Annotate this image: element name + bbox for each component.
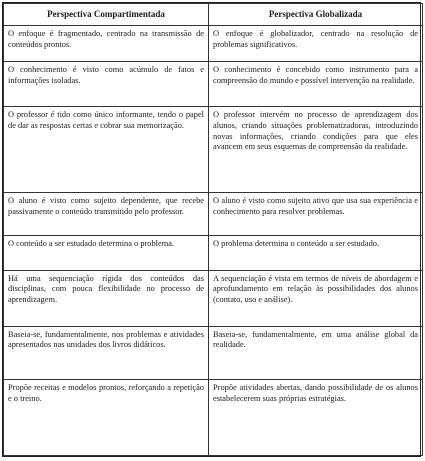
cell-compartmentalized: Há uma sequenciação rígida dos conteúdos das disciplinas, com pouca flexibilidade no processo de aprendizagem. <box>4 270 209 326</box>
cell-globalized: Propõe atividades abertas, dando possibilidade de os alunos estabelecerem suas próprias estratégias. <box>209 379 423 455</box>
cell-compartmentalized: Propõe receitas e modelos prontos, reforçando a repetição e o treino. <box>4 379 209 455</box>
cell-globalized: Baseia-se, fundamentalmente, em uma análise global da realidade. <box>209 326 423 379</box>
table-row <box>4 193 423 236</box>
cell-compartmentalized: O enfoque é fragmentado, centrado na transmissão de conteúdos prontos. <box>4 26 209 62</box>
header-globalized: Perspectiva Globalizada <box>209 4 423 26</box>
table-row <box>4 270 423 326</box>
cell-globalized: O conhecimento é concebido como instrumento para a compreensão do mundo e possível intervenção na realidade. <box>209 62 423 107</box>
cell-compartmentalized: O professor é tido como único informante, tendo o papel de dar as respostas certas e cobrar sua memorização. <box>4 107 209 193</box>
cell-globalized: O enfoque é globalizador, centrado na resolução de problemas significativos. <box>209 26 423 62</box>
comparison-table <box>3 3 423 456</box>
table-row <box>4 326 423 379</box>
cell-compartmentalized: Baseia-se, fundamentalmente, nos problemas e atividades apresentados nas unidades dos livros didáticos. <box>4 326 209 379</box>
cell-globalized: O problema determina o conteúdo a ser estudado. <box>209 236 423 270</box>
table-row <box>4 62 423 107</box>
table-header-row <box>4 4 423 26</box>
cell-globalized: O aluno é visto como sujeito ativo que usa sua experiência e conhecimento para resolver problemas. <box>209 193 423 236</box>
table-row <box>4 107 423 193</box>
cell-compartmentalized: O conhecimento é visto como acúmulo de fatos e informações isoladas. <box>4 62 209 107</box>
comparison-table-frame <box>2 2 421 457</box>
table-row <box>4 236 423 270</box>
header-compartmentalized: Perspectiva Compartimentada <box>4 4 209 26</box>
table-row <box>4 379 423 455</box>
cell-compartmentalized: O conteúdo a ser estudado determina o problema. <box>4 236 209 270</box>
cell-compartmentalized: O aluno é visto como sujeito dependente, que recebe passivamente o conteúdo transmitido pelo professor. <box>4 193 209 236</box>
cell-globalized: A sequenciação é vista em termos de níveis de abordagem e aprofundamento em relação às possibilidades dos alunos (contato, uso e análise). <box>209 270 423 326</box>
cell-globalized: O professor intervém no processo de aprendizagem dos alunos, criando situações problematizadoras, introduzindo novas informações, criando condições para que eles avancem em seus esquemas de compreensão da realidade. <box>209 107 423 193</box>
table-row <box>4 26 423 62</box>
